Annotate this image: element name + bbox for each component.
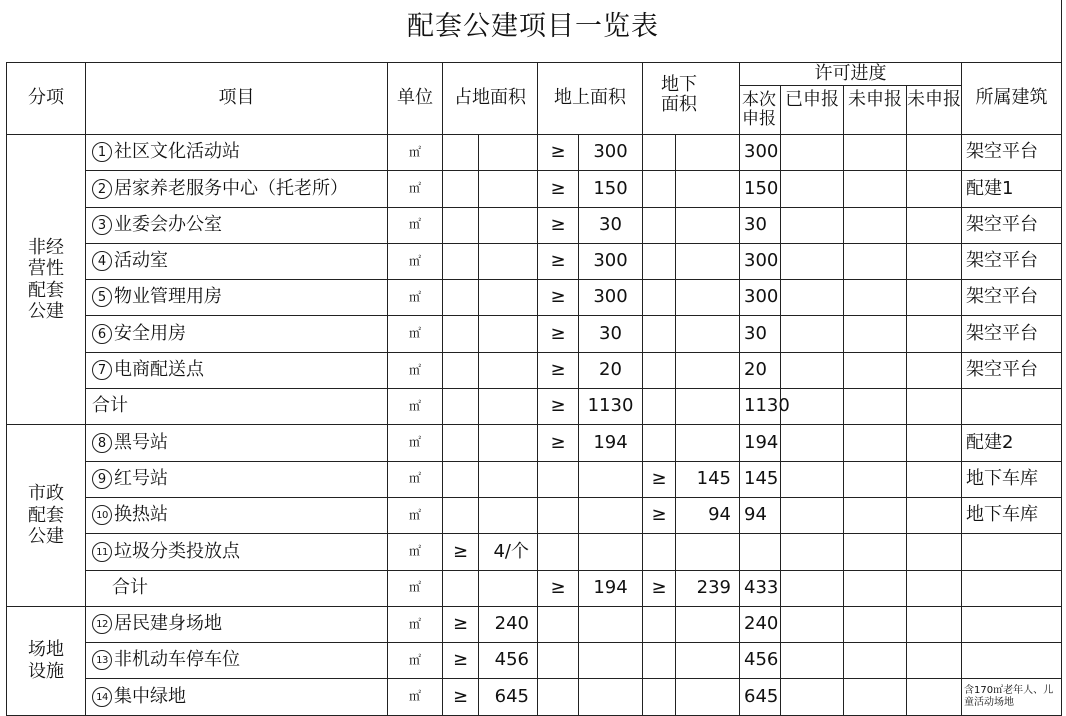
weishenbao-cell-1 xyxy=(844,135,907,171)
building-cell xyxy=(962,643,1062,679)
item-name-cell xyxy=(86,280,388,316)
dishang-value-cell: 30 xyxy=(579,316,643,352)
zhandi-ge-cell: ≥ xyxy=(443,606,479,642)
zhandi-ge-cell: ≥ xyxy=(443,679,479,715)
item-name-cell xyxy=(86,389,388,425)
header-fenxiang: 分项 xyxy=(7,63,86,135)
item-name: 红号站 xyxy=(114,467,168,489)
header-yishenbao: 已申报 xyxy=(781,86,844,135)
unit-cell: ㎡ xyxy=(388,171,443,207)
benci-cell: 1130 xyxy=(740,389,781,425)
yishenbao-cell xyxy=(781,352,844,388)
table-row xyxy=(7,497,1062,533)
item-name-cell xyxy=(86,243,388,279)
weishenbao-cell-1 xyxy=(844,679,907,715)
dishang-ge-cell: ≥ xyxy=(538,171,579,207)
building-cell: 地下车库 xyxy=(962,497,1062,533)
building-cell xyxy=(962,606,1062,642)
table-row xyxy=(7,461,1062,497)
weishenbao-cell-2 xyxy=(907,135,962,171)
item-name-cell xyxy=(86,606,388,642)
weishenbao-cell-1 xyxy=(844,243,907,279)
dishang-value-cell: 20 xyxy=(579,352,643,388)
weishenbao-cell-1 xyxy=(844,643,907,679)
weishenbao-cell-2 xyxy=(907,207,962,243)
dixia-value-cell xyxy=(676,679,740,715)
dishang-ge-cell xyxy=(538,606,579,642)
building-cell: 地下车库 xyxy=(962,461,1062,497)
table-row xyxy=(7,534,1062,570)
benci-cell: 20 xyxy=(740,352,781,388)
table-row xyxy=(7,243,1062,279)
unit-cell: ㎡ xyxy=(388,352,443,388)
dishang-value-cell: 300 xyxy=(579,243,643,279)
weishenbao-cell-2 xyxy=(907,679,962,715)
benci-cell: 30 xyxy=(740,316,781,352)
dixia-ge-cell xyxy=(643,643,676,679)
dishang-value-cell: 150 xyxy=(579,171,643,207)
weishenbao-cell-1 xyxy=(844,316,907,352)
building-cell: 配建2 xyxy=(962,425,1062,461)
dishang-ge-cell xyxy=(538,461,579,497)
zhandi-value-cell xyxy=(479,352,538,388)
unit-cell: ㎡ xyxy=(388,461,443,497)
weishenbao-cell-1 xyxy=(844,425,907,461)
unit-cell: ㎡ xyxy=(388,425,443,461)
item-number-badge: 2 xyxy=(92,179,112,199)
building-cell: 架空平台 xyxy=(962,135,1062,171)
benci-cell: 456 xyxy=(740,643,781,679)
table-row xyxy=(7,135,1062,171)
item-name-cell xyxy=(86,316,388,352)
dishang-ge-cell: ≥ xyxy=(538,389,579,425)
item-name: 居民建身场地 xyxy=(114,613,222,635)
dishang-value-cell: 1130 xyxy=(579,389,643,425)
dishang-value-cell: 194 xyxy=(579,570,643,606)
item-name-cell xyxy=(86,679,388,715)
dishang-ge-cell: ≥ xyxy=(538,280,579,316)
zhandi-ge-cell xyxy=(443,570,479,606)
zhandi-value-cell xyxy=(479,316,538,352)
zhandi-value-cell xyxy=(479,570,538,606)
zhandi-ge-cell xyxy=(443,389,479,425)
yishenbao-cell xyxy=(781,316,844,352)
item-number-badge: 13 xyxy=(92,650,112,670)
weishenbao-cell-2 xyxy=(907,171,962,207)
zhandi-value-cell xyxy=(479,280,538,316)
table-title: 配套公建项目一览表 xyxy=(407,11,659,42)
table-row xyxy=(7,679,1062,715)
yishenbao-cell xyxy=(781,243,844,279)
weishenbao-cell-1 xyxy=(844,389,907,425)
zhandi-value-cell xyxy=(479,461,538,497)
header-danwei: 单位 xyxy=(388,63,443,135)
dixia-ge-cell xyxy=(643,171,676,207)
building-cell: 架空平台 xyxy=(962,280,1062,316)
zhandi-value-cell xyxy=(479,425,538,461)
dishang-value-cell xyxy=(579,643,643,679)
table-row xyxy=(7,280,1062,316)
header-benci-text: 本次申报 xyxy=(742,90,776,129)
unit-cell: ㎡ xyxy=(388,606,443,642)
category-cell xyxy=(7,135,86,425)
header-row-1 xyxy=(7,63,1062,86)
benci-cell: 645 xyxy=(740,679,781,715)
item-name-cell xyxy=(86,570,388,606)
zhandi-value-cell xyxy=(479,389,538,425)
zhandi-ge-cell xyxy=(443,497,479,533)
header-dishang: 地上面积 xyxy=(538,63,643,135)
dishang-value-cell xyxy=(579,461,643,497)
benci-cell: 30 xyxy=(740,207,781,243)
dishang-value-cell xyxy=(579,534,643,570)
zhandi-ge-cell xyxy=(443,352,479,388)
zhandi-value-cell: 4/个 xyxy=(479,534,538,570)
item-name: 安全用房 xyxy=(114,322,186,344)
zhandi-value-cell xyxy=(479,243,538,279)
header-dixia-text: 地下面积 xyxy=(661,74,697,115)
weishenbao-cell-2 xyxy=(907,643,962,679)
item-number-badge: 11 xyxy=(92,542,112,562)
dixia-value-cell xyxy=(676,425,740,461)
dishang-ge-cell xyxy=(538,497,579,533)
item-number-badge: 7 xyxy=(92,360,112,380)
yishenbao-cell xyxy=(781,171,844,207)
zhandi-ge-cell xyxy=(443,425,479,461)
unit-cell: ㎡ xyxy=(388,643,443,679)
weishenbao-cell-1 xyxy=(844,207,907,243)
dishang-ge-cell xyxy=(538,643,579,679)
item-number-badge: 12 xyxy=(92,614,112,634)
weishenbao-cell-1 xyxy=(844,570,907,606)
zhandi-ge-cell xyxy=(443,135,479,171)
table-row xyxy=(7,425,1062,461)
unit-cell: ㎡ xyxy=(388,280,443,316)
item-number-badge: 10 xyxy=(92,505,112,525)
building-cell: 架空平台 xyxy=(962,207,1062,243)
building-cell: 架空平台 xyxy=(962,352,1062,388)
header-benci xyxy=(740,86,781,135)
item-name: 物业管理用房 xyxy=(114,286,222,308)
item-name: 合计 xyxy=(112,576,148,598)
table-row xyxy=(7,643,1062,679)
header-zhandi: 占地面积 xyxy=(443,63,538,135)
weishenbao-cell-1 xyxy=(844,606,907,642)
item-name-cell xyxy=(86,171,388,207)
item-name-cell xyxy=(86,534,388,570)
header-dixia xyxy=(643,63,740,135)
weishenbao-cell-2 xyxy=(907,461,962,497)
weishenbao-cell-2 xyxy=(907,352,962,388)
item-name: 活动室 xyxy=(114,250,168,272)
dishang-ge-cell: ≥ xyxy=(538,207,579,243)
unit-cell: ㎡ xyxy=(388,389,443,425)
building-cell: 架空平台 xyxy=(962,316,1062,352)
dixia-value-cell xyxy=(676,280,740,316)
weishenbao-cell-1 xyxy=(844,497,907,533)
category-cell xyxy=(7,425,86,606)
table-row xyxy=(7,316,1062,352)
zhandi-ge-cell xyxy=(443,207,479,243)
zhandi-value-cell xyxy=(479,207,538,243)
dixia-ge-cell xyxy=(643,135,676,171)
dixia-ge-cell xyxy=(643,425,676,461)
weishenbao-cell-1 xyxy=(844,534,907,570)
header-xuke: 许可进度 xyxy=(740,63,962,86)
page-border xyxy=(1061,0,1062,62)
yishenbao-cell xyxy=(781,207,844,243)
item-number-badge: 3 xyxy=(92,215,112,235)
table-row xyxy=(7,171,1062,207)
item-name: 非机动车停车位 xyxy=(114,649,240,671)
zhandi-value-cell xyxy=(479,135,538,171)
weishenbao-cell-1 xyxy=(844,461,907,497)
zhandi-ge-cell xyxy=(443,316,479,352)
dishang-value-cell xyxy=(579,679,643,715)
header-suoshu: 所属建筑 xyxy=(962,63,1062,135)
item-number-badge: 5 xyxy=(92,287,112,307)
table-row xyxy=(7,352,1062,388)
item-name: 社区文化活动站 xyxy=(114,141,240,163)
zhandi-value-cell: 645 xyxy=(479,679,538,715)
dixia-ge-cell: ≥ xyxy=(643,461,676,497)
weishenbao-cell-2 xyxy=(907,570,962,606)
dishang-ge-cell xyxy=(538,679,579,715)
weishenbao-cell-2 xyxy=(907,534,962,570)
unit-cell: ㎡ xyxy=(388,207,443,243)
dixia-value-cell: 94 xyxy=(676,497,740,533)
building-cell: 含170㎡老年人、儿童活动场地 xyxy=(962,679,1062,715)
yishenbao-cell xyxy=(781,534,844,570)
category-cell xyxy=(7,606,86,715)
dixia-value-cell xyxy=(676,643,740,679)
item-name-cell xyxy=(86,643,388,679)
table-row xyxy=(7,207,1062,243)
benci-cell: 300 xyxy=(740,280,781,316)
item-name: 黑号站 xyxy=(114,431,168,453)
dishang-ge-cell: ≥ xyxy=(538,243,579,279)
dixia-ge-cell: ≥ xyxy=(643,570,676,606)
dixia-value-cell xyxy=(676,316,740,352)
item-name: 合计 xyxy=(92,395,128,417)
dixia-ge-cell xyxy=(643,389,676,425)
dixia-ge-cell xyxy=(643,243,676,279)
item-name: 业委会办公室 xyxy=(114,213,222,235)
zhandi-ge-cell xyxy=(443,461,479,497)
item-name: 电商配送点 xyxy=(114,359,204,381)
weishenbao-cell-2 xyxy=(907,606,962,642)
zhandi-value-cell: 240 xyxy=(479,606,538,642)
dixia-ge-cell xyxy=(643,679,676,715)
benci-cell: 145 xyxy=(740,461,781,497)
facilities-table xyxy=(6,62,1062,716)
dishang-ge-cell: ≥ xyxy=(538,135,579,171)
item-name: 垃圾分类投放点 xyxy=(114,540,240,562)
item-name: 换热站 xyxy=(114,504,168,526)
item-name: 居家养老服务中心（托老所） xyxy=(114,177,348,199)
category-label: 非经营性配套公建 xyxy=(28,236,64,323)
table-row xyxy=(7,570,1062,606)
yishenbao-cell xyxy=(781,280,844,316)
yishenbao-cell xyxy=(781,135,844,171)
dishang-value-cell xyxy=(579,497,643,533)
benci-cell xyxy=(740,534,781,570)
header-weishenbao-1: 未申报 xyxy=(844,86,907,135)
weishenbao-cell-2 xyxy=(907,497,962,533)
benci-cell: 300 xyxy=(740,243,781,279)
dixia-ge-cell xyxy=(643,316,676,352)
header-xiangmu: 项目 xyxy=(86,63,388,135)
building-cell: 配建1 xyxy=(962,171,1062,207)
table-row xyxy=(7,606,1062,642)
weishenbao-cell-2 xyxy=(907,425,962,461)
weishenbao-cell-2 xyxy=(907,389,962,425)
dishang-ge-cell: ≥ xyxy=(538,352,579,388)
dishang-value-cell: 194 xyxy=(579,425,643,461)
dishang-ge-cell: ≥ xyxy=(538,316,579,352)
dixia-value-cell: 239 xyxy=(676,570,740,606)
item-number-badge: 1 xyxy=(92,142,112,162)
benci-cell: 94 xyxy=(740,497,781,533)
dishang-value-cell: 300 xyxy=(579,280,643,316)
dixia-ge-cell xyxy=(643,352,676,388)
weishenbao-cell-1 xyxy=(844,352,907,388)
building-cell xyxy=(962,389,1062,425)
category-label: 市政配套公建 xyxy=(28,483,64,548)
dishang-ge-cell: ≥ xyxy=(538,425,579,461)
item-number-badge: 4 xyxy=(92,251,112,271)
zhandi-value-cell xyxy=(479,171,538,207)
dixia-ge-cell xyxy=(643,207,676,243)
dixia-value-cell xyxy=(676,534,740,570)
yishenbao-cell xyxy=(781,389,844,425)
yishenbao-cell xyxy=(781,570,844,606)
dishang-value-cell xyxy=(579,606,643,642)
dixia-ge-cell xyxy=(643,534,676,570)
unit-cell: ㎡ xyxy=(388,135,443,171)
item-number-badge: 6 xyxy=(92,324,112,344)
zhandi-ge-cell: ≥ xyxy=(443,643,479,679)
dixia-ge-cell xyxy=(643,606,676,642)
weishenbao-cell-2 xyxy=(907,280,962,316)
zhandi-value-cell xyxy=(479,497,538,533)
unit-cell: ㎡ xyxy=(388,679,443,715)
dixia-value-cell xyxy=(676,352,740,388)
weishenbao-cell-1 xyxy=(844,171,907,207)
building-cell xyxy=(962,534,1062,570)
benci-cell: 240 xyxy=(740,606,781,642)
building-cell xyxy=(962,570,1062,606)
item-name-cell xyxy=(86,207,388,243)
benci-cell: 300 xyxy=(740,135,781,171)
yishenbao-cell xyxy=(781,425,844,461)
yishenbao-cell xyxy=(781,679,844,715)
benci-cell: 194 xyxy=(740,425,781,461)
dishang-value-cell: 30 xyxy=(579,207,643,243)
yishenbao-cell xyxy=(781,606,844,642)
weishenbao-cell-2 xyxy=(907,243,962,279)
unit-cell: ㎡ xyxy=(388,570,443,606)
item-name-cell xyxy=(86,352,388,388)
dixia-value-cell xyxy=(676,606,740,642)
dixia-value-cell xyxy=(676,389,740,425)
item-name-cell xyxy=(86,461,388,497)
item-name: 集中绿地 xyxy=(114,685,186,707)
zhandi-ge-cell xyxy=(443,171,479,207)
benci-cell: 433 xyxy=(740,570,781,606)
item-name-cell xyxy=(86,497,388,533)
zhandi-value-cell: 456 xyxy=(479,643,538,679)
building-cell: 架空平台 xyxy=(962,243,1062,279)
weishenbao-cell-2 xyxy=(907,316,962,352)
dixia-value-cell xyxy=(676,135,740,171)
dixia-value-cell xyxy=(676,171,740,207)
zhandi-ge-cell xyxy=(443,243,479,279)
item-name-cell xyxy=(86,425,388,461)
item-name-cell xyxy=(86,135,388,171)
item-number-badge: 14 xyxy=(92,687,112,707)
unit-cell: ㎡ xyxy=(388,534,443,570)
unit-cell: ㎡ xyxy=(388,243,443,279)
dixia-ge-cell xyxy=(643,280,676,316)
dishang-ge-cell: ≥ xyxy=(538,570,579,606)
table-row xyxy=(7,389,1062,425)
dixia-value-cell: 145 xyxy=(676,461,740,497)
category-label: 场地设施 xyxy=(28,639,64,682)
dixia-value-cell xyxy=(676,243,740,279)
dixia-value-cell xyxy=(676,207,740,243)
dishang-value-cell: 300 xyxy=(579,135,643,171)
unit-cell: ㎡ xyxy=(388,497,443,533)
item-number-badge: 9 xyxy=(92,469,112,489)
unit-cell: ㎡ xyxy=(388,316,443,352)
dixia-ge-cell: ≥ xyxy=(643,497,676,533)
header-weishenbao-2: 未申报 xyxy=(907,86,962,135)
yishenbao-cell xyxy=(781,643,844,679)
item-number-badge: 8 xyxy=(92,433,112,453)
yishenbao-cell xyxy=(781,461,844,497)
weishenbao-cell-1 xyxy=(844,280,907,316)
yishenbao-cell xyxy=(781,497,844,533)
benci-cell: 150 xyxy=(740,171,781,207)
zhandi-ge-cell xyxy=(443,280,479,316)
dishang-ge-cell xyxy=(538,534,579,570)
zhandi-ge-cell: ≥ xyxy=(443,534,479,570)
